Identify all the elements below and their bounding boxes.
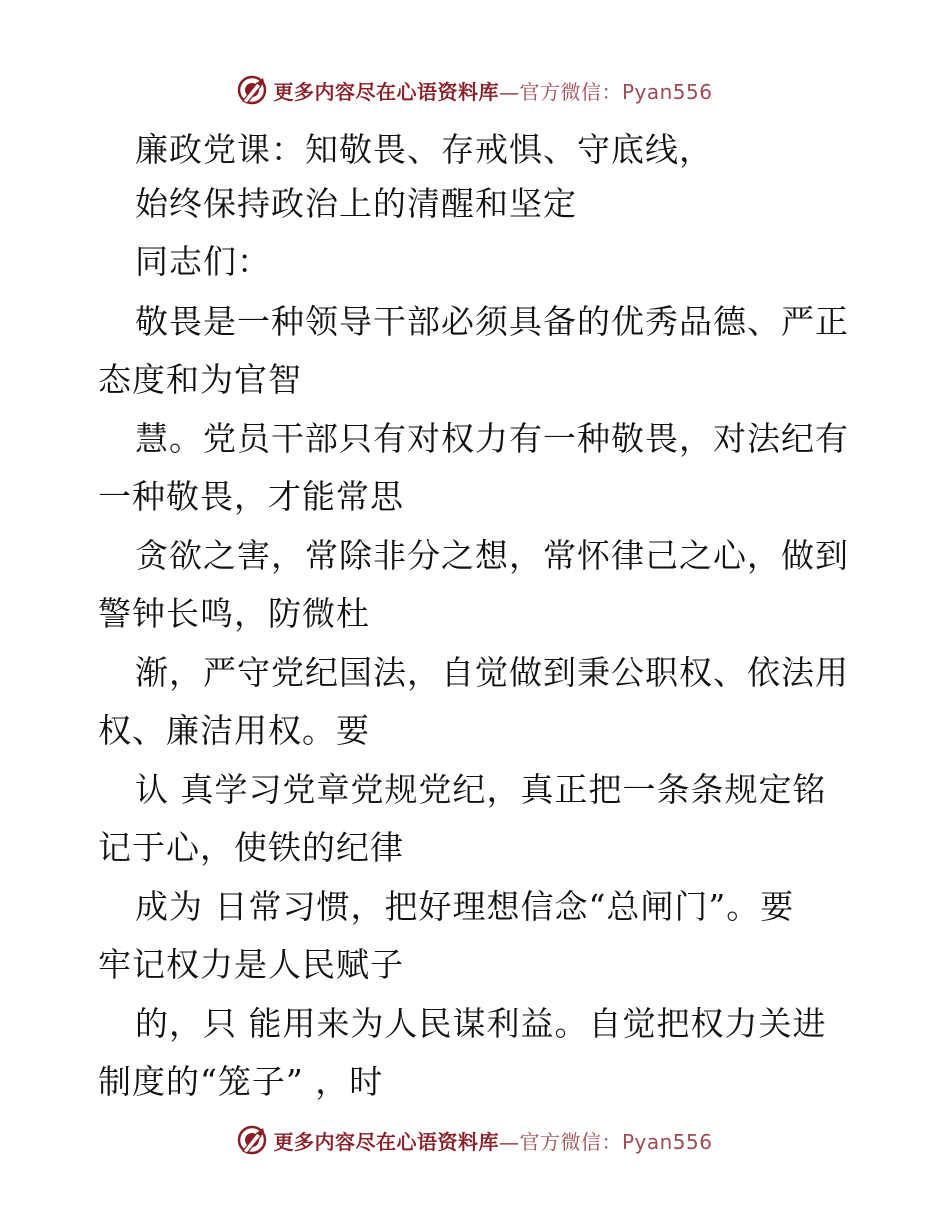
doc-line: 权、廉洁用权。要 — [98, 711, 370, 750]
doc-line: 成为 日常习惯，把好理想信念“总闸门”。要 — [135, 887, 795, 926]
header-wechat: 官方微信：Pyan556 — [519, 79, 713, 104]
header-banner — [0, 70, 950, 110]
brand-logo-icon — [237, 75, 267, 105]
header-separator: — — [498, 79, 520, 104]
doc-line: 渐，严守党纪国法，自觉做到秉公职权、依法用 — [135, 653, 849, 692]
footer-prefix: 更多内容尽在心语资料库 — [273, 1129, 499, 1154]
header-prefix: 更多内容尽在心语资料库 — [273, 79, 499, 104]
doc-line: 警钟长鸣，防微杜 — [98, 594, 370, 633]
doc-line: 贪欲之害，常除非分之想，常怀律己之心，做到 — [135, 536, 849, 575]
brand-logo-icon — [237, 1125, 267, 1155]
doc-line: 态度和为官智 — [98, 360, 302, 399]
header-text — [273, 76, 712, 105]
doc-line: 制度的“笼子” ，时 — [98, 1062, 384, 1101]
doc-line: 记于心，使铁的纪律 — [98, 828, 404, 867]
footer-separator: — — [498, 1129, 520, 1154]
doc-line: 的，只 能用来为人民谋利益。自觉把权力关进 — [135, 1004, 827, 1043]
doc-line: 敬畏是一种领导干部必须具备的优秀品德、严正 — [135, 302, 849, 341]
doc-line: 牢记权力是人民赋子 — [98, 945, 404, 984]
footer-text — [273, 1126, 712, 1155]
doc-title-line-1: 廉政党课：知敬畏、存戒惧、守底线， — [135, 130, 713, 169]
doc-line: 一种敬畏，才能常思 — [98, 477, 404, 516]
doc-line: 慧。党员干部只有对权力有一种敬畏，对法纪有 — [135, 419, 849, 458]
doc-salutation: 同志们： — [135, 242, 271, 281]
footer-banner — [0, 1120, 950, 1160]
doc-line: 认 真学习党章党规党纪，真正把一条条规定铭 — [135, 770, 827, 809]
doc-title-line-2: 始终保持政治上的清醒和坚定 — [135, 184, 577, 223]
footer-wechat: 官方微信：Pyan556 — [519, 1129, 713, 1154]
